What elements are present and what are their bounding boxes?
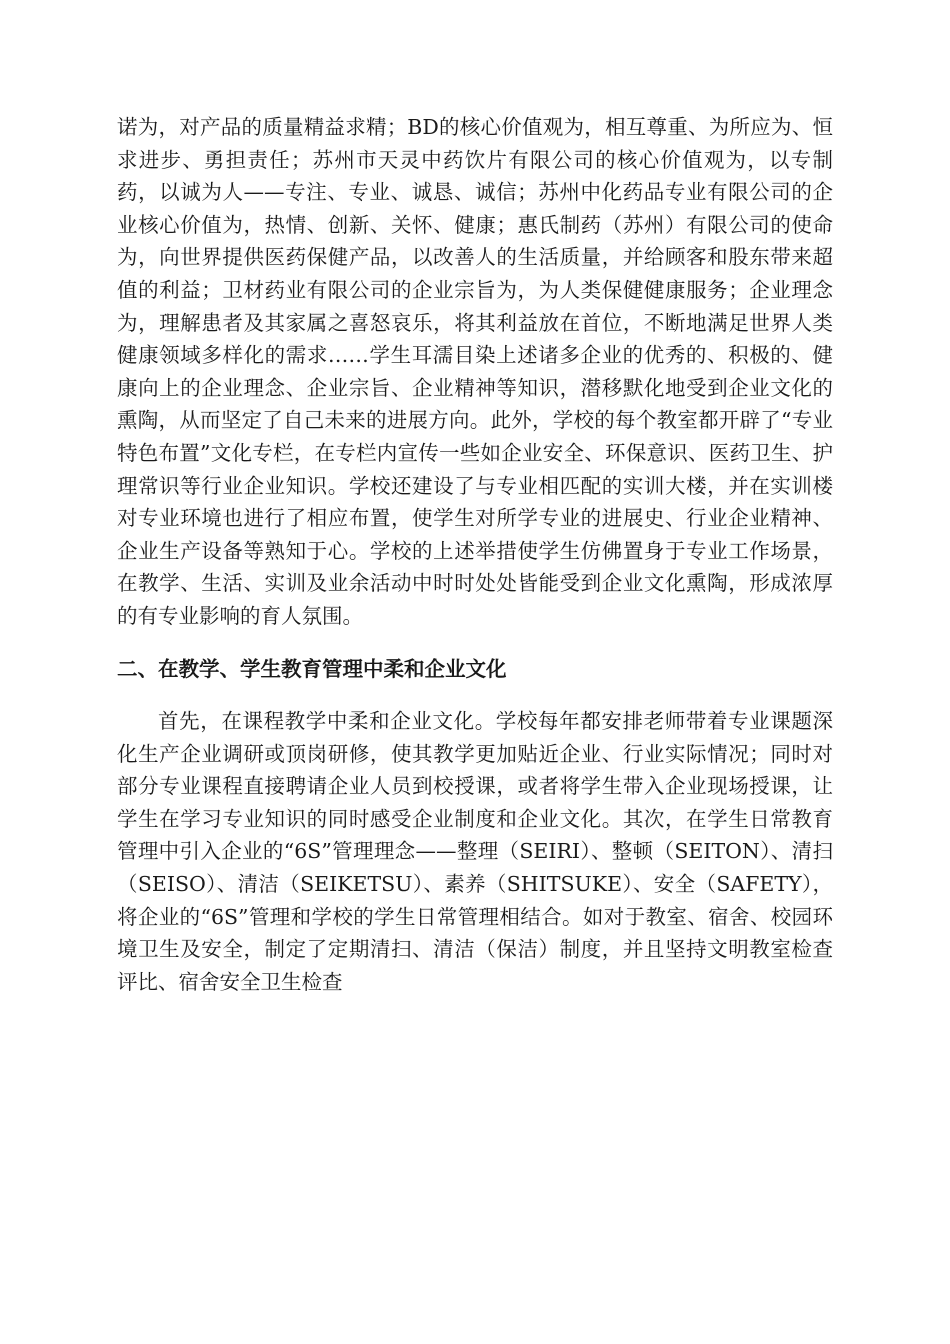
section-heading: 二、在教学、学生教育管理中柔和企业文化 bbox=[117, 656, 507, 681]
document-page bbox=[117, 111, 833, 998]
body-paragraph-1: 诺为，对产品的质量精益求精；BD的核心价值观为，相互尊重、为所应为、恒求进步、勇担责任；苏州市天灵中药饮片有限公司的核心价值观为，以专制药，以诚为人——专注、专业、诚恳、诚信；苏州中化药品专业有限公司的企业核心价值为，热情、创新、关怀、健康；惠氏制药（苏州）有限公司的使命为，向世界提供医药保健产品，以改善人的生活质量，并给顾客和股东带来超值的利益；卫材药业有限公司的企业宗旨为，为人类保健健康服务；企业理念为，理解患者及其家属之喜怒哀乐，将其利益放在首位，不断地满足世界人类健康领域多样化的需求……学生耳濡目染上述诸多企业的优秀的、积极的、健康向上的企业理念、企业宗旨、企业精神等知识，潜移默化地受到企业文化的熏陶，从而坚定了自己未来的进展方向。此外，学校的每个教室都开辟了“专业特色布置”文化专栏，在专栏内宣传一些如企业安全、环保意识、医药卫生、护理常识等行业企业知识。学校还建设了与专业相匹配的实训大楼，并在实训楼对专业环境也进行了相应布置，使学生对所学专业的进展史、行业企业精神、企业生产设备等熟知于心。学校的上述举措使学生仿佛置身于专业工作场景，在教学、生活、实训及业余活动中时时处处皆能受到企业文化熏陶，形成浓厚的有专业影响的育人氛围。 bbox=[117, 115, 833, 628]
body-paragraph-2: 首先，在课程教学中柔和企业文化。学校每年都安排老师带着专业课题深化生产企业调研或顶岗研修，使其教学更加贴近企业、行业实际情况；同时对部分专业课程直接聘请企业人员到校授课，或者将学生带入企业现场授课，让学生在学习专业知识的同时感受企业制度和企业文化。其次，在学生日常教育管理中引入企业的“6S”管理理念——整理（SEIRI）、整顿（SEITON）、清扫（SEISO）、清洁（SEIKETSU）、素养（SHITSUKE）、安全（SAFETY），将企业的“6S”管理和学校的学生日常管理相结合。如对于教室、宿舍、校园环境卫生及安全，制定了定期清扫、清洁（保洁）制度，并且坚持文明教室检查评比、宿舍安全卫生检查 bbox=[117, 709, 833, 994]
